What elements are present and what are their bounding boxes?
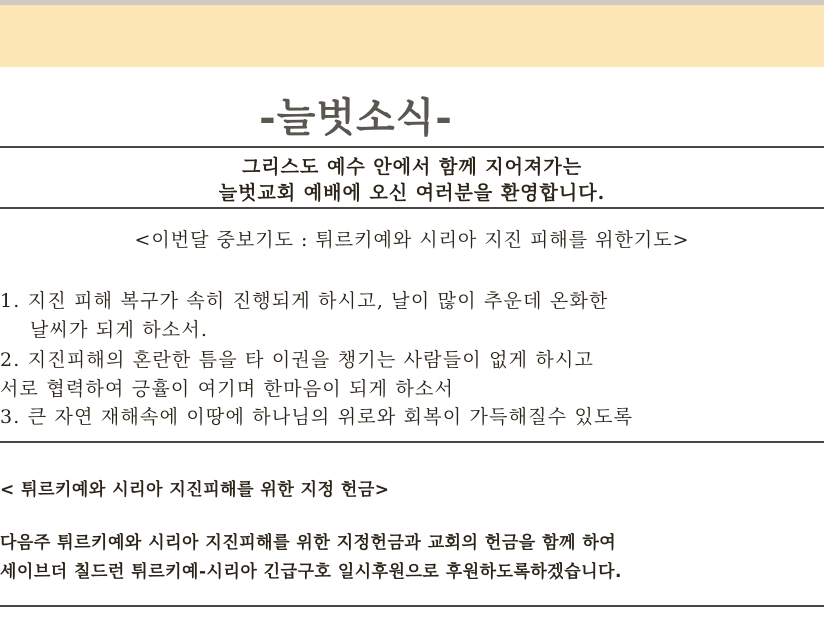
prayer-item-1: 1. 지진 피해 복구가 속히 진행되게 하시고, 날이 많이 추운데 온화한	[0, 290, 609, 312]
next-section-cut	[30, 630, 310, 644]
divider	[0, 207, 824, 209]
welcome-line-2: 늘벗교회 예배에 오신 여러분을 환영합니다.	[218, 182, 606, 204]
offering-body-2: 세이브더 칠드런 튀르키예-시리아 긴급구호 일시후원으로 후원하도록하겠습니다.	[0, 562, 622, 582]
prayer-item-3: 3. 큰 자연 재해속에 이땅에 하나님의 위로와 회복이 가득해질수 있도록	[0, 406, 634, 428]
page-title: -늘벗소식-	[259, 94, 453, 141]
divider	[0, 146, 824, 148]
prayer-item-2: 2. 지진피해의 혼란한 틈을 타 이권을 챙기는 사람들이 없게 하시고	[0, 349, 595, 371]
header-banner	[0, 5, 824, 67]
welcome-line-1: 그리스도 예수 안에서 함께 지어져가는	[241, 156, 583, 178]
offering-body-1: 다음주 튀르키예와 시리아 지진피해를 위한 지정헌금과 교회의 헌금을 함께 하여	[0, 533, 617, 553]
prayer-item-1-cont: 날씨가 되게 하소서.	[30, 319, 209, 341]
prayer-heading: <이번달 중보기도 : 튀르키예와 시리아 지진 피해를 위한기도>	[134, 229, 690, 251]
divider	[0, 441, 824, 443]
offering-heading: < 튀르키예와 시리아 지진피해를 위한 지정 헌금>	[0, 480, 390, 500]
divider	[0, 605, 824, 607]
prayer-item-2-cont: 서로 협력하여 긍휼이 여기며 한마음이 되게 하소서	[0, 378, 455, 400]
